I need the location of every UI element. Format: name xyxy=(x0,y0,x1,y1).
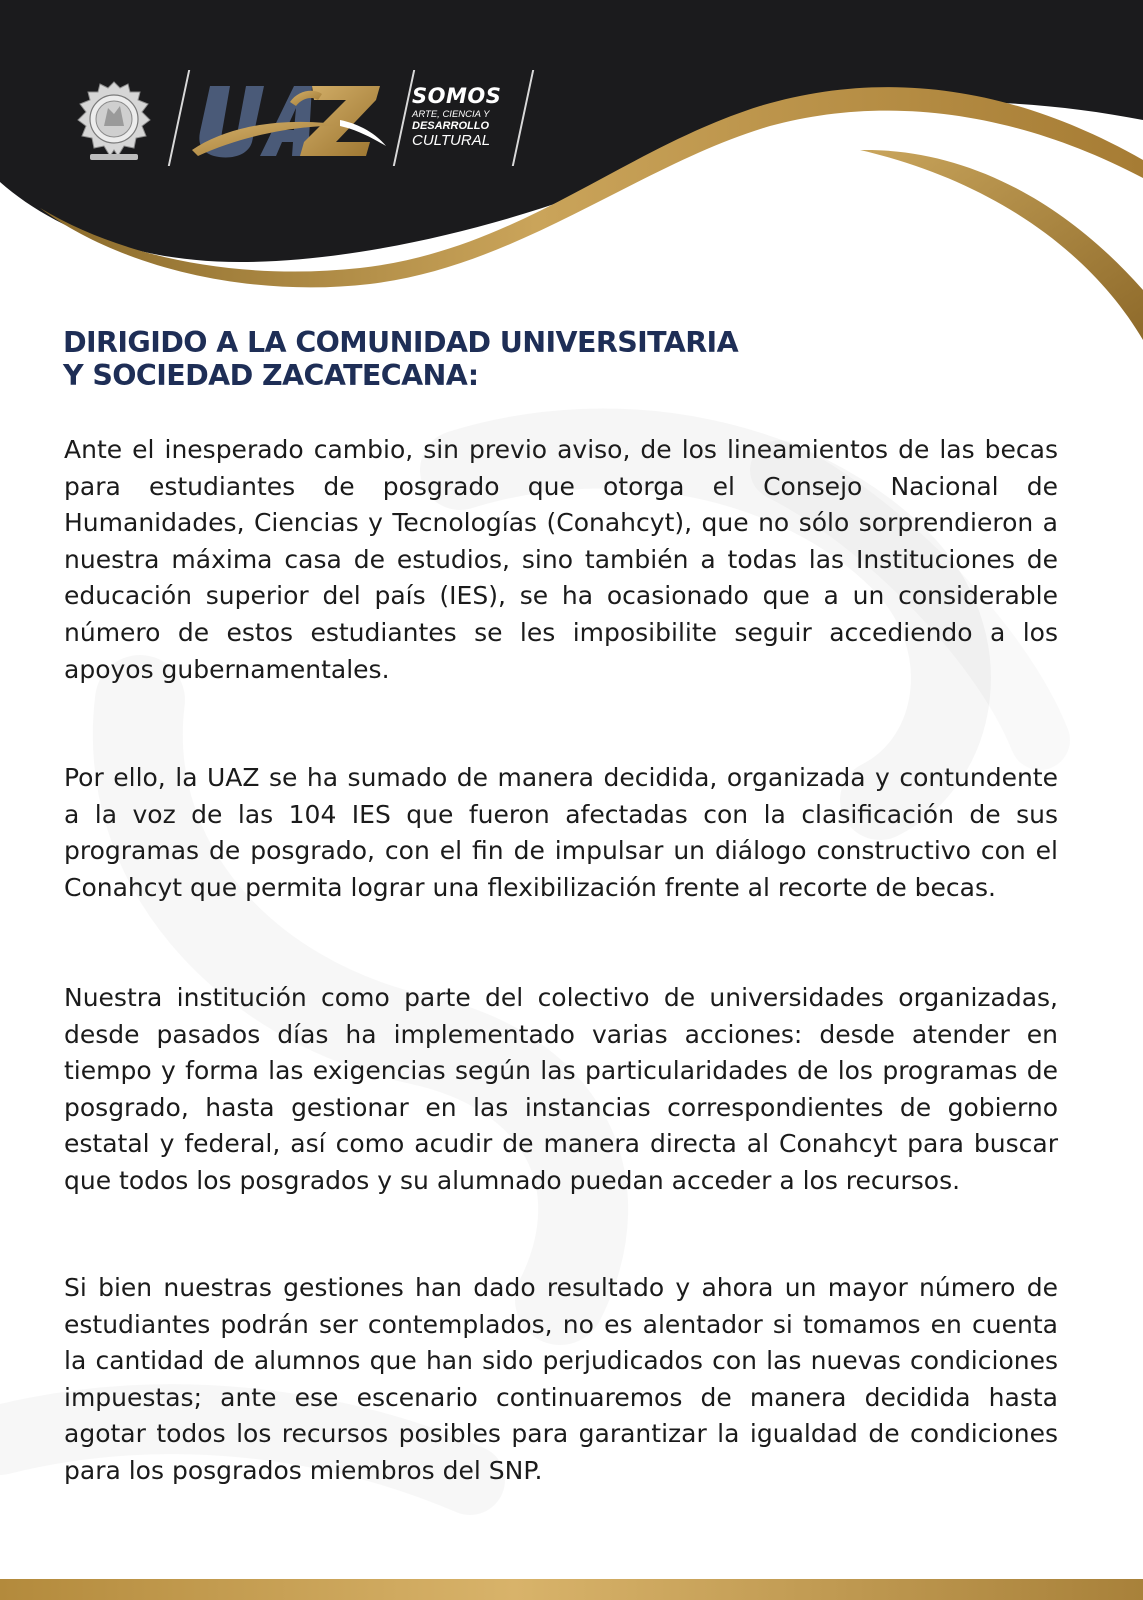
slogan xyxy=(412,86,522,148)
slogan-line: ARTE, CIENCIA Y xyxy=(412,109,490,120)
body-paragraph: Ante el inesperado cambio, sin previo aviso, de los lineamientos de las becas para estudiantes de posgrado que otorga el Consejo Nacional de Humanidades, Ciencias y Tecnologías (Conahcyt), que no sólo sorprendieron a nuestra máxima casa de estudios, sino también a todas las Instituciones de educación superior del país (IES), se ha ocasionado que a un considerable número de estos estudiantes se les imposibilite seguir accediendo a los apoyos gubernamentales. xyxy=(64,435,1058,684)
uaz-logo xyxy=(190,80,390,162)
university-seal-icon xyxy=(68,78,160,164)
body-paragraph: Si bien nuestras gestiones han dado resultado y ahora un mayor número de estudiantes podrán ser contemplados, no es alentador si tomamos en cuenta la cantidad de alumnos que han sido perjudicados con las nuevas condiciones impuestas; ante ese escenario continuaremos de manera decidida hasta agotar todos los recursos posibles para garantizar la igualdad de condiciones para los posgrados miembros del SNP. xyxy=(64,1273,1058,1485)
slogan-line: CULTURAL xyxy=(412,131,491,149)
document-heading xyxy=(63,326,963,392)
body-paragraph: Por ello, la UAZ se ha sumado de manera decidida, organizada y contundente a la voz de las 104 IES que fueron afectadas con la clasificación de sus programas de posgrado, con el fin de impulsar un diálogo constructivo con el Conahcyt que permita lograr una flexibilización frente al recorte de becas. xyxy=(64,763,1058,902)
heading-line: DIRIGIDO A LA COMUNIDAD UNIVERSITARIA xyxy=(63,326,739,359)
heading-line: Y SOCIEDAD ZACATECANA: xyxy=(63,359,479,392)
slogan-line: DESARROLLO xyxy=(412,119,489,132)
body-paragraph: Nuestra institución como parte del colectivo de universidades organizadas, desde pasados días ha implementado varias acciones: desde atender en tiempo y forma las exigencias según las particularidades de los programas de posgrado, hasta gestionar en las instancias correspondientes de gobierno estatal y federal, así como acudir de manera directa al Conahcyt para buscar que todos los posgrados y su alumnado puedan acceder a los recursos. xyxy=(64,983,1058,1195)
slogan-line: SOMOS xyxy=(412,84,502,108)
footer-gold-band xyxy=(0,1579,1143,1600)
